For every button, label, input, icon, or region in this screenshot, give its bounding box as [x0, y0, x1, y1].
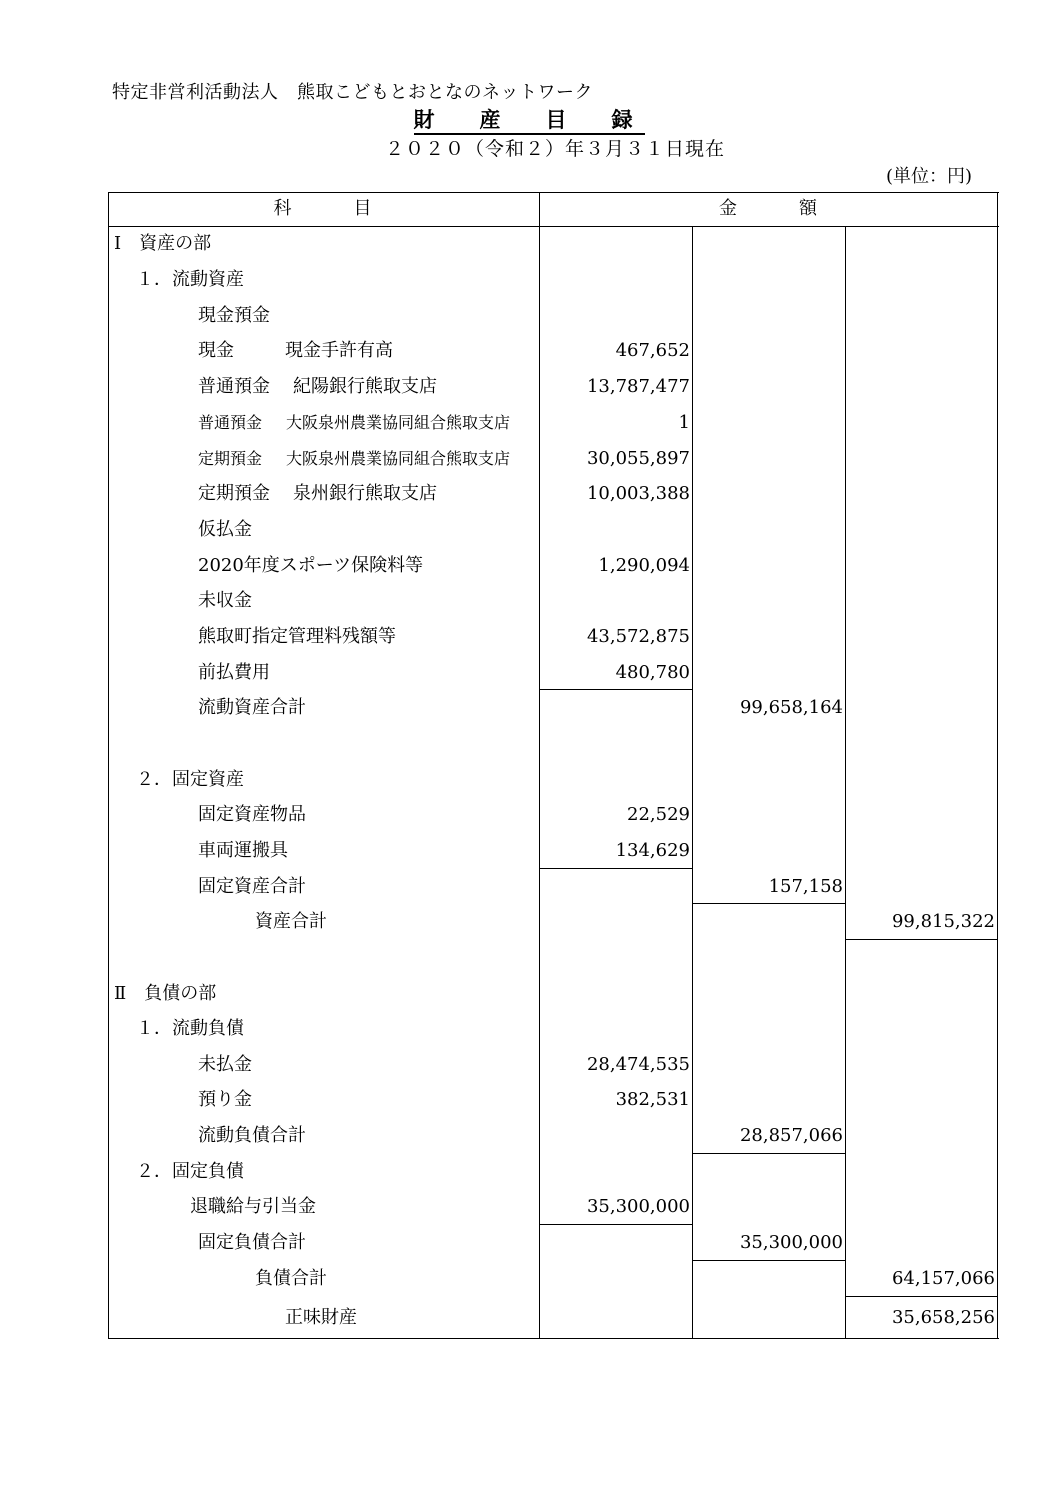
total-amount: 99,815,322 [891, 911, 995, 932]
subtotal-label: 固定資産合計 [198, 876, 306, 897]
subsection-label: １．流動資産 [136, 269, 244, 290]
table-row [108, 1118, 999, 1154]
subsection-label: ２．固定負債 [136, 1161, 244, 1182]
amount-cell: 10,003,388 [586, 483, 690, 504]
section-label: Ⅱ 負債の部 [114, 983, 217, 1004]
table-row [108, 583, 999, 619]
table-row [108, 441, 999, 477]
asset-inventory-table [108, 192, 999, 1339]
table-row [108, 762, 999, 798]
item-label: 未払金 [198, 1054, 252, 1075]
table-row [108, 1225, 999, 1261]
item-label: 車両運搬具 [198, 840, 288, 861]
item-label: 現金 [198, 340, 234, 361]
table-row [108, 298, 999, 334]
category-label: 現金預金 [198, 305, 270, 326]
table-row [108, 619, 999, 655]
organization-name: 特定非営利活動法人 熊取こどもとおとなのネットワーク [112, 82, 593, 103]
item-label: 普通預金 [198, 413, 263, 432]
amount-cell: 134,629 [615, 840, 690, 861]
table-row [108, 1154, 999, 1190]
table-row [108, 226, 999, 262]
table-row [108, 904, 999, 940]
table-row [108, 976, 999, 1012]
item-detail: 紀陽銀行熊取支店 [293, 376, 437, 397]
category-label: 未収金 [198, 590, 252, 611]
table-row [108, 655, 999, 691]
item-label: 退職給与引当金 [190, 1196, 316, 1217]
amount-cell: 13,787,477 [586, 376, 690, 397]
subtotal-amount: 28,857,066 [739, 1125, 843, 1146]
category-label: 仮払金 [198, 519, 252, 540]
amount-cell: 480,780 [615, 662, 690, 683]
item-label: 前払費用 [198, 662, 270, 683]
table-row [108, 369, 999, 405]
item-label: 預り金 [198, 1089, 252, 1110]
table-row [108, 512, 999, 548]
item-label: 熊取町指定管理料残額等 [198, 626, 396, 647]
item-detail: 泉州銀行熊取支店 [293, 483, 437, 504]
amount-cell: 382,531 [615, 1089, 690, 1110]
amount-cell: 1,290,094 [598, 555, 690, 576]
table-row [108, 476, 999, 512]
amount-cell: 28,474,535 [586, 1054, 690, 1075]
item-detail: 大阪泉州農業協同組合熊取支店 [286, 449, 511, 468]
amount-cell: 30,055,897 [586, 448, 690, 469]
subtotal-label: 流動資産合計 [198, 697, 306, 718]
amount-cell: 22,529 [627, 804, 690, 825]
table-row [108, 797, 999, 833]
subsection-label: １．流動負債 [136, 1018, 244, 1039]
net-assets-amount: 35,658,256 [891, 1307, 995, 1328]
table-row [108, 833, 999, 869]
document-title-text: 財 産 目 録 [414, 107, 645, 135]
amount-cell: 467,652 [615, 340, 690, 361]
subtotal-label: 固定負債合計 [198, 1232, 306, 1253]
table-row [108, 869, 999, 905]
table-row [108, 1082, 999, 1118]
item-label: 定期預金 [198, 483, 270, 504]
item-label: 定期預金 [198, 449, 263, 468]
unit-label: (単位：円) [886, 166, 973, 187]
subtotal-amount: 35,300,000 [739, 1232, 843, 1253]
total-amount: 64,157,066 [891, 1268, 995, 1289]
total-label: 資産合計 [255, 911, 327, 932]
item-detail: 大阪泉州農業協同組合熊取支店 [286, 413, 511, 432]
amount-cell: 1 [678, 412, 690, 433]
subsection-label: ２．固定資産 [136, 769, 244, 790]
table-row [108, 405, 999, 441]
table-row [108, 548, 999, 584]
table-row [108, 262, 999, 298]
table-row [108, 1011, 999, 1047]
table-bottom-border [108, 1338, 999, 1339]
subtotal-amount: 99,658,164 [739, 697, 843, 718]
net-assets-label: 正味財産 [285, 1307, 357, 1328]
table-row [108, 333, 999, 369]
as-of-date: ２０２０（令和２）年３月３１日現在 [384, 138, 725, 160]
table-row [108, 1261, 999, 1297]
total-label: 負債合計 [255, 1268, 327, 1289]
subtotal-amount: 157,158 [768, 876, 843, 897]
amount-cell: 35,300,000 [586, 1196, 690, 1217]
document-title [0, 104, 1058, 134]
item-label: 2020年度スポーツ保険料等 [198, 555, 424, 576]
item-label: 普通預金 [198, 376, 270, 397]
amount-cell: 43,572,875 [586, 626, 690, 647]
table-row [108, 1300, 999, 1336]
subject-column-header: 科 目 [273, 198, 374, 219]
table-row [108, 1047, 999, 1083]
table-row [108, 690, 999, 726]
item-label: 固定資産物品 [198, 804, 306, 825]
section-label: Ⅰ 資産の部 [114, 233, 212, 254]
table-row [108, 1189, 999, 1225]
item-detail: 現金手許有高 [285, 340, 393, 361]
amount-column-header: 金 額 [719, 198, 819, 219]
subtotal-label: 流動負債合計 [198, 1125, 306, 1146]
